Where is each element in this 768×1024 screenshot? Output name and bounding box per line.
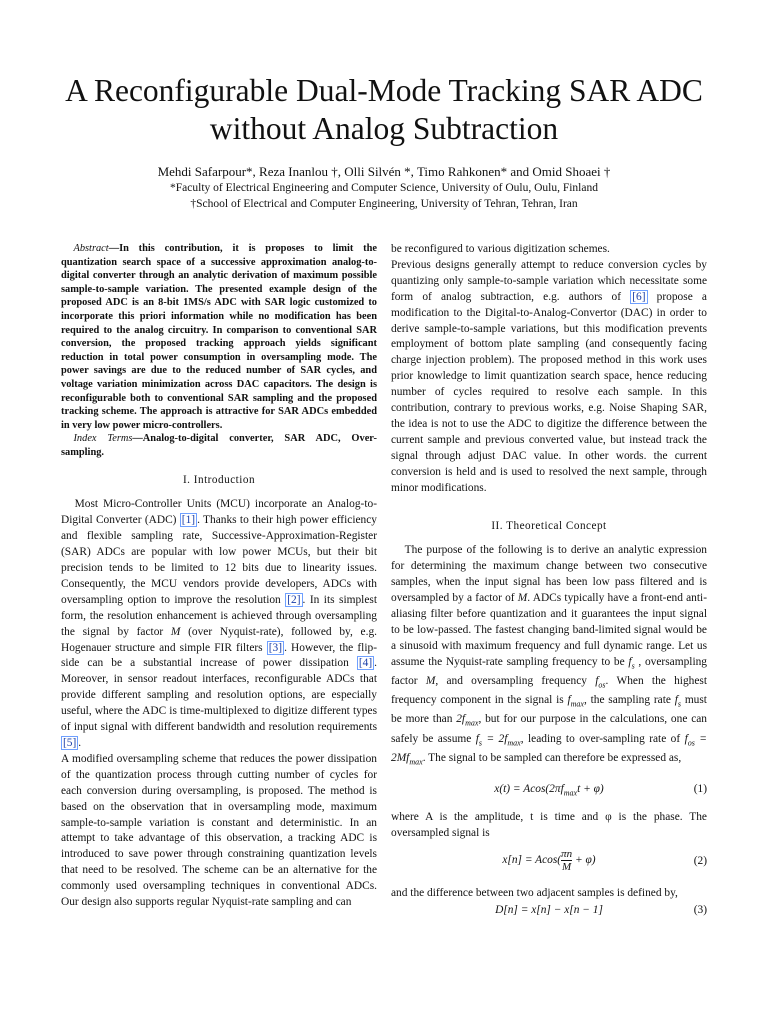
- equation-1-number: (1): [693, 782, 707, 795]
- text-run: . ADCs typically have a front-end anti-aliasing filter before quantization and it guarantees the input signal to be low-passed. The fastest changing band-limited signal would be a sinusoid with maximum frequency and full dynamic range. Let us assume the Nyquist-rate sampling frequency to be: [391, 592, 707, 668]
- title-line-2: without Analog Subtraction: [209, 111, 559, 146]
- equation-1-body: [391, 782, 707, 801]
- intro-paragraph-2: A modified oversampling scheme that reduces the power dissipation of the quantization process through cutting number of cycles for each conversion during oversampling, is proposed. The method is based on the observation that in oversampling mode, maximum sample-to-sample variation is constant and deterministic. In an attempt to take advantage of this observation, a tracking ADC is introduced to save power through constraining quantization levels that need to be resolved. The scheme can be an alternative for the commonly used oversampling techniques in conventional ADCs. Our design also supports regular Nyquist-rate sampling and can: [61, 752, 377, 909]
- equation-2: [391, 842, 707, 886]
- math-subscript: os: [687, 737, 695, 747]
- text-run: , the sampling rate: [583, 694, 675, 707]
- equation-3-body: D[n] = x[n] − x[n − 1]: [495, 903, 603, 916]
- math-subscript: max: [563, 788, 578, 798]
- math-fs-eq: [476, 733, 521, 745]
- text-run: . When the highest frequency component in the signal is: [391, 674, 707, 707]
- paper-title: [0, 72, 768, 148]
- theory-paragraph-3: and the difference between two adjacent samples is defined by,: [391, 886, 678, 899]
- math-subscript: os: [598, 680, 606, 690]
- math-subscript: max: [570, 699, 584, 709]
- text-run: . In its simplest form, the resolution enhancement is achieved through oversampling the signal by factor: [61, 593, 377, 638]
- intro-paragraph-2-continued: be reconfigured to various digitization schemes.: [391, 243, 610, 255]
- section-heading-introduction: I. Introduction: [182, 473, 256, 486]
- text-run: propose a modification to the Digital-to-Analog-Convertor (DAC) in order to derive sample-to-sample variations, but this modification prevents employment of bottom plate sampling (and consequently facing charge injection problem). The proposed method in this work uses prior knowledge to limit quantization search space, hence reducing number of cycles required to resolve each sample. In this contribution, contrary to previous works, e.g. Noise Shaping SAR, the idea is not to use the ADC to digitize the difference between the current sample and previous converted value, but instead track the signal through adjust DAC value. In other words. the current conversion is held and is used to resolved the next sample, through minor modifications.: [391, 290, 707, 494]
- left-column: [61, 242, 377, 911]
- math-2fmax: [456, 713, 479, 728]
- section-heading-theory: II. Theoretical Concept: [491, 519, 607, 532]
- math-subscript: s: [478, 737, 483, 747]
- fraction-numerator: πn: [561, 847, 573, 860]
- abstract-text: —In this contribution, it is proposes to limit the quantization search space of a successive approximation analog-to-digital converter through an analytic derivation of maximum possible sample-to-sample variation. The presented example design of the proposed ADC is an 8-bit 1MS/s ADC with SAR logic customized to incorporate this priori information while no modification has been required to the analog circuitry. In comparison to conventional SAR conversion, the proposed tracking approach yields significant reduction in total power consumption in oversampling mode. The power savings are due to the reduced number of SAR cycles, and voltage variation minimization across DAC capacitors. The design is reconfigurable both to conventional SAR sampling and the proposed tracking scheme. The approach is attractive for SAR ADCs embedded in very low power micro-controllers.: [61, 243, 377, 431]
- text-run: , oversampling factor: [391, 655, 707, 687]
- math-subscript: max: [409, 756, 423, 766]
- math-symbol: = 2f: [482, 732, 508, 745]
- intro-paragraph-3: [391, 258, 707, 497]
- text-run: The purpose of the following is to derive an analytic expression for determining the maximum change between two consecutive samples, when the input signal has been low pass filtered and is oversampled by a factor of: [391, 544, 707, 605]
- math-symbol: f: [684, 732, 688, 745]
- text-run: Previous designs generally attempt to reduce conversion cycles by quantizing only sample-to-sample variation which necessitate some form of analog subtraction, e.g. authors of: [391, 258, 707, 303]
- theory-paragraph-1: [391, 543, 707, 769]
- math-subscript: max: [465, 718, 479, 728]
- math-symbol: f: [595, 674, 599, 687]
- math-M: M: [517, 592, 528, 605]
- math-expr: x(t) = Acos(2πf: [494, 782, 564, 795]
- text-run: (over Nyquist-rate), followed by, e.g. Hogenauer structure and simple FIR filters: [61, 625, 377, 654]
- math-symbol: f: [628, 655, 632, 668]
- math-fos: [595, 674, 606, 690]
- citation-2[interactable]: [2]: [287, 593, 301, 606]
- affiliation-oulu: *Faculty of Electrical Engineering and Computer Science, University of Oulu, Oulu, Finland: [170, 182, 598, 194]
- math-symbol: = 2Mf: [391, 732, 707, 764]
- math-M: M: [170, 625, 181, 638]
- citation-4[interactable]: [4]: [358, 657, 373, 670]
- math-expr: x[n] = Acos(: [502, 853, 562, 866]
- citation-3[interactable]: [3]: [268, 641, 283, 654]
- citation-6[interactable]: [6]: [632, 290, 646, 303]
- math-subscript: max: [507, 737, 521, 747]
- equation-3-number: (3): [693, 903, 707, 916]
- math-fmax: [567, 694, 584, 709]
- math-symbol: f: [475, 732, 479, 745]
- index-terms: [61, 432, 377, 459]
- math-expr: t + φ): [577, 782, 604, 795]
- citation-1[interactable]: [1]: [181, 514, 196, 527]
- index-terms-label: Index Terms: [73, 433, 133, 445]
- intro-paragraph-1: [61, 497, 377, 752]
- math-expr: + φ): [572, 853, 596, 866]
- math-M: M: [425, 674, 436, 687]
- text-run: , but for our purpose in the calculations, one can safely be assume: [391, 713, 708, 745]
- text-run: . Moreover, in sensor readout interfaces, reconfigurable ADCs that provide different sampling and resolution options, are especially useful, where the ADC is time-multiplexed to digitize different types of input signal with different bandwidth and resolution requirements: [61, 657, 377, 734]
- equation-1: [391, 770, 707, 810]
- math-subscript: s: [631, 661, 635, 671]
- fraction-denominator: M: [562, 860, 572, 873]
- abstract: [61, 242, 377, 432]
- equation-2-number: (2): [693, 854, 707, 867]
- text-run: . However, the flip-side can be a substantial increase of power dissipation: [61, 641, 377, 670]
- math-symbol: f: [674, 694, 678, 707]
- math-symbol: f: [567, 694, 571, 707]
- affiliation-tehran: †School of Electrical and Computer Engineering, University of Tehran, Tehran, Iran: [190, 198, 578, 210]
- abstract-label: Abstract: [73, 243, 109, 254]
- equation-2-body: [391, 848, 707, 873]
- text-run: Most Micro-Controller Units (MCU) incorporate an Analog-to-Digital Converter (ADC): [61, 498, 377, 527]
- text-run: must be more than: [391, 694, 707, 726]
- author-list: Mehdi Safarpour*, Reza Inanlou †, Olli Silvén *, Timo Rahkonen* and Omid Shoaei †: [157, 164, 611, 179]
- text-run: , leading to over-sampling rate of: [520, 732, 685, 745]
- text-run: , and oversampling frequency: [435, 674, 596, 687]
- right-column: [391, 242, 707, 926]
- theory-paragraph-2: where A is the amplitude, t is time and φ is the phase. The oversampled signal is: [391, 810, 707, 839]
- text-run: . Thanks to their high power efficiency and flexible sampling rate, Successive-Approximation-Register (SAR) ADCs are popular with low power MCUs, but their bit precision tends to be limited to 12 bits due to linearity issues. Consequently, the MCU vendors provide developers, ADCs with oversampling option to improve the resolution: [61, 514, 377, 606]
- citation-5[interactable]: [5]: [63, 737, 77, 749]
- text-run: . The signal to be sampled can therefore be expressed as,: [422, 751, 682, 764]
- fraction: [561, 848, 572, 873]
- equation-3: [391, 902, 707, 926]
- text-run: .: [78, 737, 82, 749]
- title-line-1: A Reconfigurable Dual-Mode Tracking SAR ADC: [65, 73, 703, 108]
- math-subscript: s: [677, 699, 682, 709]
- math-symbol: 2f: [456, 713, 466, 726]
- index-terms-text: —Analog-to-digital converter, SAR ADC, Over-sampling.: [61, 433, 377, 458]
